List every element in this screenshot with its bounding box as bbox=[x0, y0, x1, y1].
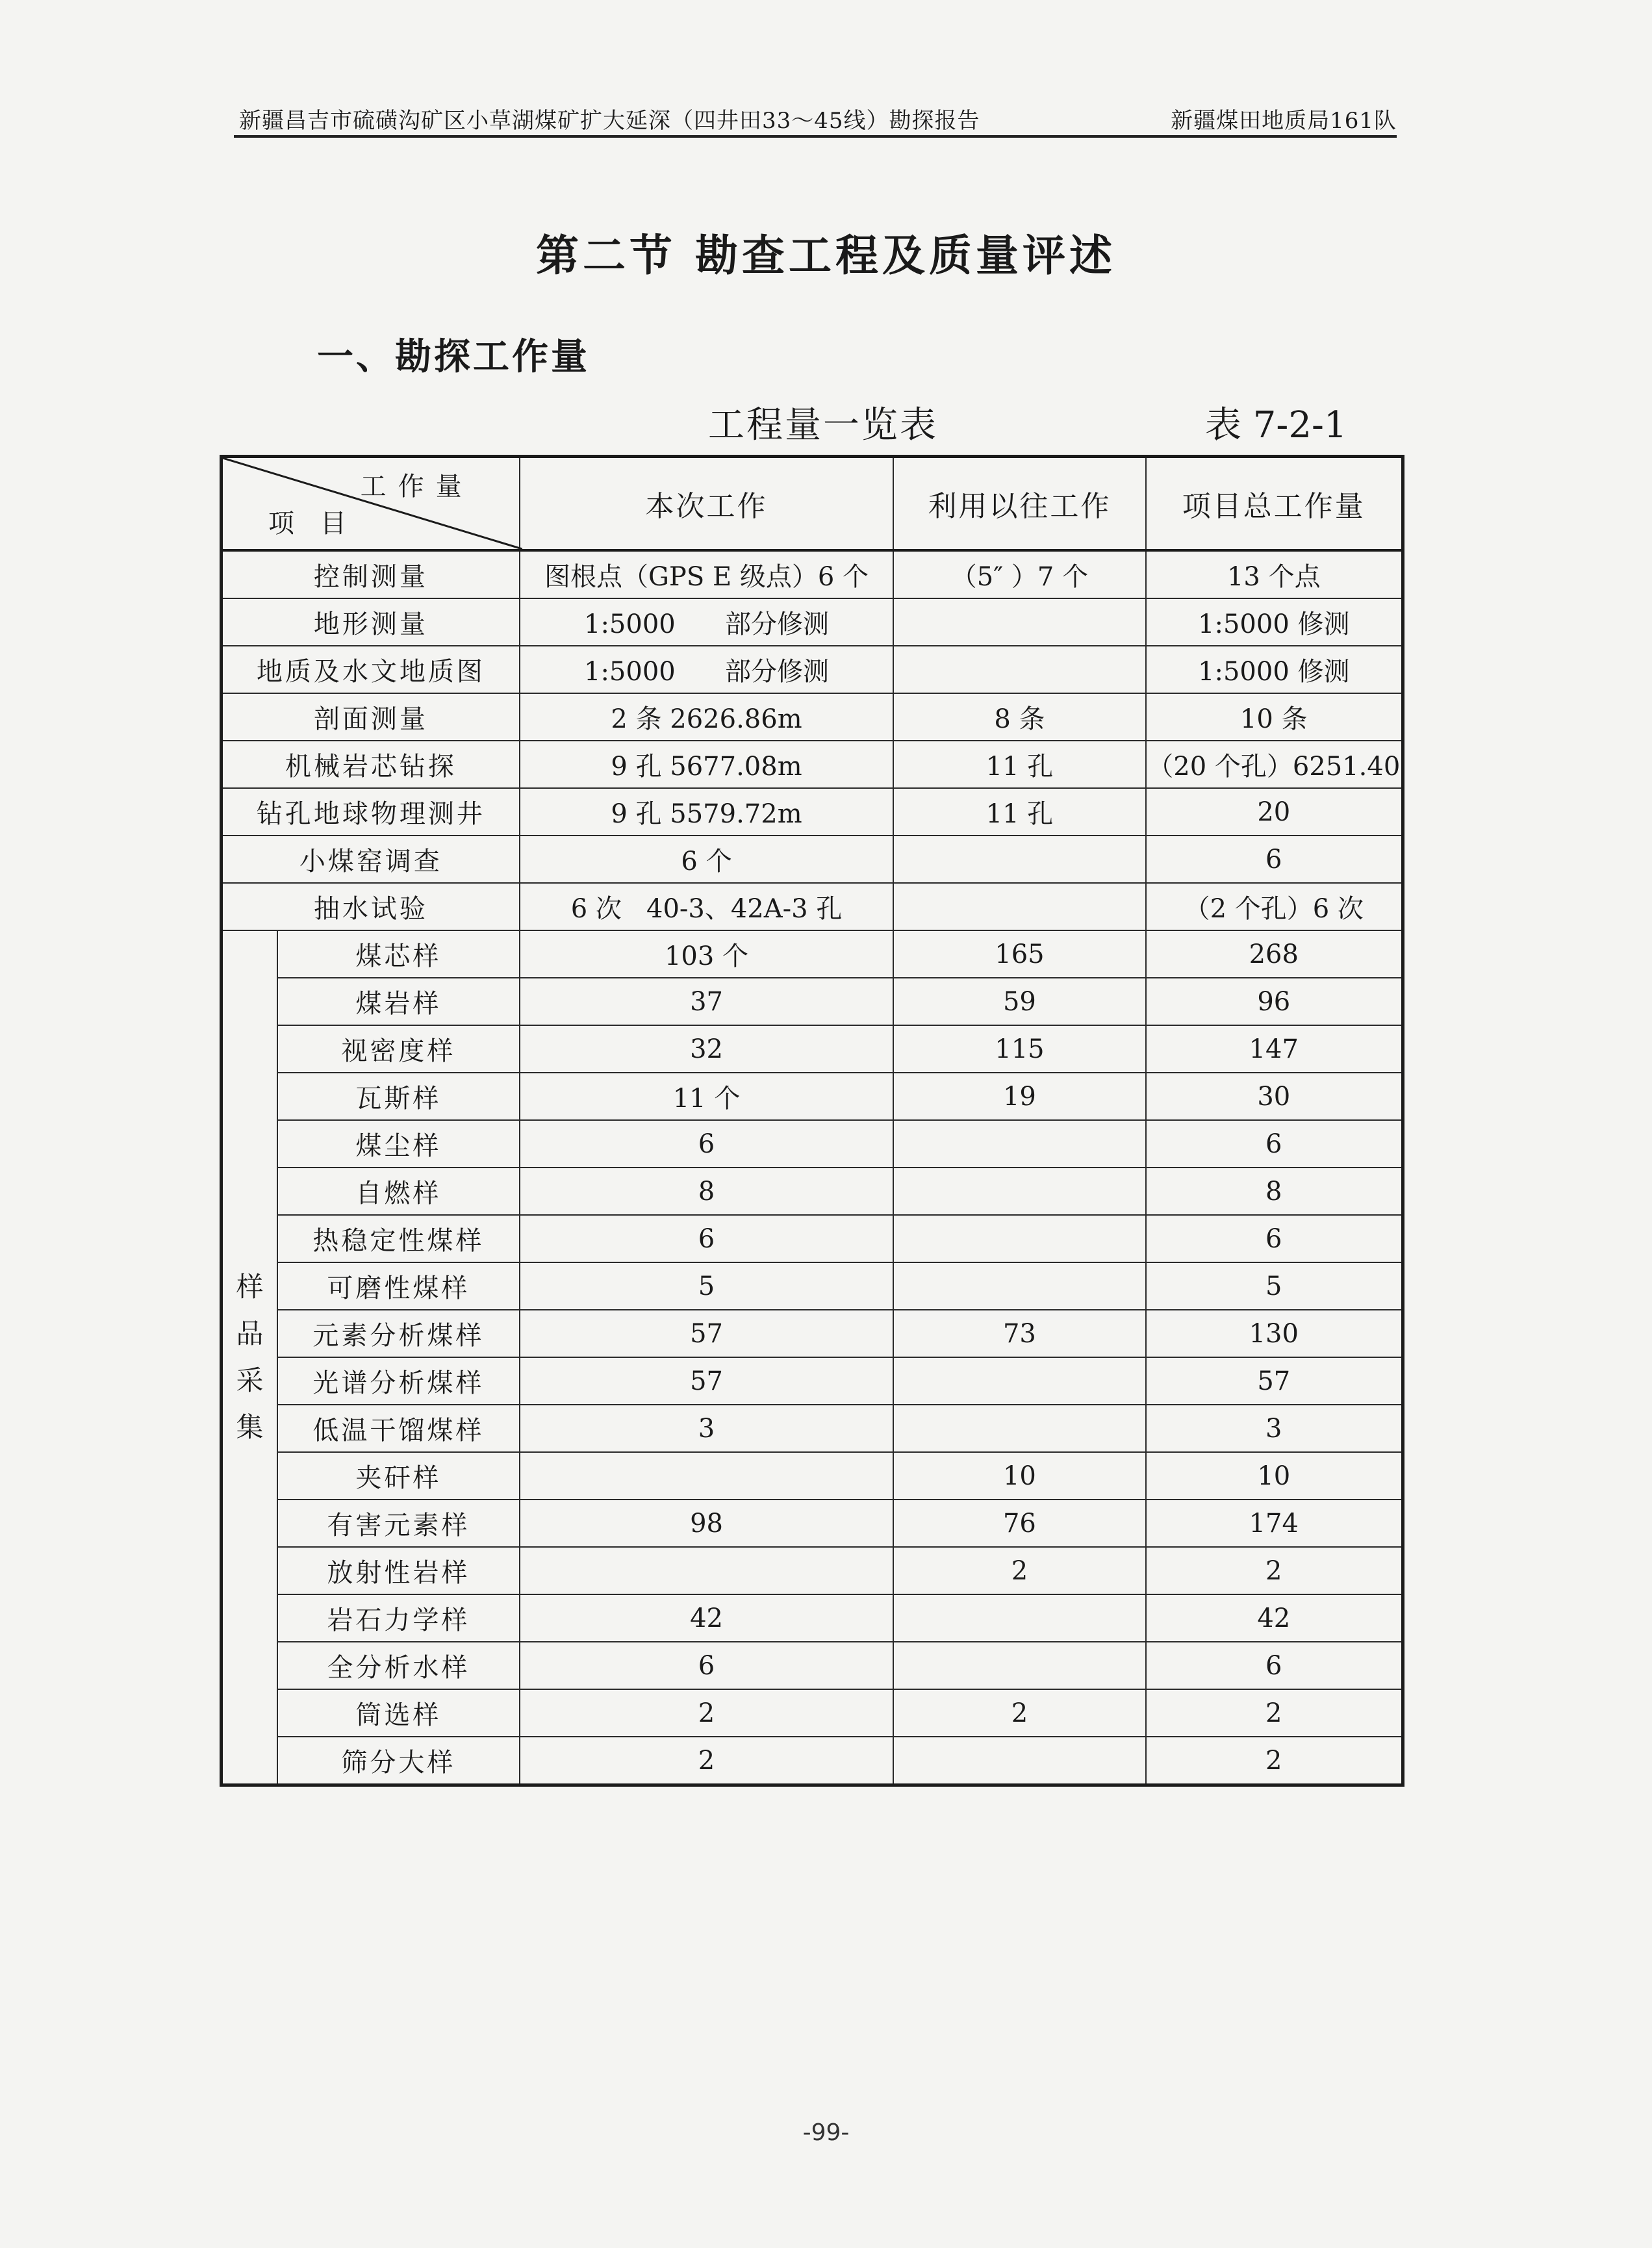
cell-previous bbox=[893, 598, 1145, 646]
table-row bbox=[222, 978, 1403, 1025]
row-item-label: 钻孔地球物理测井 bbox=[222, 788, 520, 836]
cell-current: 6 bbox=[520, 1215, 894, 1262]
cell-previous: （5″ ）7 个 bbox=[893, 550, 1145, 598]
cell-current: 3 bbox=[520, 1405, 894, 1452]
cell-previous: 10 bbox=[893, 1452, 1145, 1500]
header-rule bbox=[234, 135, 1397, 138]
cell-previous: 59 bbox=[893, 978, 1145, 1025]
cell-total: 13 个点 bbox=[1146, 550, 1403, 598]
row-item-label: 抽水试验 bbox=[222, 883, 520, 930]
cell-previous bbox=[893, 1215, 1145, 1262]
cell-current: 11 个 bbox=[520, 1073, 894, 1120]
cell-total: 57 bbox=[1146, 1357, 1403, 1405]
table-row bbox=[222, 1357, 1403, 1405]
cell-total: （20 个孔）6251.40 bbox=[1146, 741, 1403, 788]
cell-previous: 19 bbox=[893, 1073, 1145, 1120]
cell-current: 103 个 bbox=[520, 930, 894, 978]
sample-item-label: 放射性岩样 bbox=[277, 1547, 520, 1594]
cell-previous bbox=[893, 836, 1145, 883]
table-row bbox=[222, 788, 1403, 836]
sample-item-label: 煤岩样 bbox=[277, 978, 520, 1025]
table-row bbox=[222, 930, 1403, 978]
cell-current: 6 bbox=[520, 1120, 894, 1168]
cell-current: 1:5000 部分修测 bbox=[520, 646, 894, 693]
cell-previous: 115 bbox=[893, 1025, 1145, 1073]
cell-previous bbox=[893, 1642, 1145, 1689]
row-item-label: 地形测量 bbox=[222, 598, 520, 646]
table-row bbox=[222, 1452, 1403, 1500]
cell-previous: 11 孔 bbox=[893, 741, 1145, 788]
table-row bbox=[222, 693, 1403, 741]
cell-previous: 2 bbox=[893, 1689, 1145, 1737]
cell-previous bbox=[893, 1737, 1145, 1785]
table-row bbox=[222, 1547, 1403, 1594]
table-row bbox=[222, 1689, 1403, 1737]
cell-current: 2 bbox=[520, 1689, 894, 1737]
row-item-label: 剖面测量 bbox=[222, 693, 520, 741]
cell-current: 5 bbox=[520, 1262, 894, 1310]
cell-current: 57 bbox=[520, 1310, 894, 1357]
sample-item-label: 可磨性煤样 bbox=[277, 1262, 520, 1310]
cell-previous bbox=[893, 646, 1145, 693]
cell-previous bbox=[893, 1168, 1145, 1215]
running-header bbox=[234, 97, 1397, 136]
group-label-char: 品 bbox=[236, 1318, 264, 1349]
cell-current: 图根点（GPS E 级点）6 个 bbox=[520, 550, 894, 598]
table-row bbox=[222, 1500, 1403, 1547]
column-header-previous: 利用以往工作 bbox=[893, 457, 1145, 551]
table-row bbox=[222, 1215, 1403, 1262]
cell-total: 6 bbox=[1146, 1642, 1403, 1689]
cell-previous: 2 bbox=[893, 1547, 1145, 1594]
sample-item-label: 岩石力学样 bbox=[277, 1594, 520, 1642]
cell-current: 9 孔 5677.08m bbox=[520, 741, 894, 788]
sample-item-label: 自燃样 bbox=[277, 1168, 520, 1215]
sample-item-label: 煤尘样 bbox=[277, 1120, 520, 1168]
sample-item-label: 全分析水样 bbox=[277, 1642, 520, 1689]
cell-total: 10 bbox=[1146, 1452, 1403, 1500]
cell-previous bbox=[893, 883, 1145, 930]
table-row bbox=[222, 836, 1403, 883]
row-item-label: 地质及水文地质图 bbox=[222, 646, 520, 693]
cell-previous bbox=[893, 1120, 1145, 1168]
organization-name: 新疆煤田地质局161队 bbox=[1171, 108, 1397, 134]
cell-previous: 165 bbox=[893, 930, 1145, 978]
cell-current: 32 bbox=[520, 1025, 894, 1073]
table-number: 表 7-2-1 bbox=[1205, 404, 1347, 446]
cell-total: 1:5000 修测 bbox=[1146, 646, 1403, 693]
table-row bbox=[222, 646, 1403, 693]
cell-total: 5 bbox=[1146, 1262, 1403, 1310]
group-label-char: 采 bbox=[236, 1364, 264, 1396]
cell-previous: 73 bbox=[893, 1310, 1145, 1357]
cell-total: 268 bbox=[1146, 930, 1403, 978]
cell-total: 2 bbox=[1146, 1547, 1403, 1594]
subsection-title: 一、勘探工作量 bbox=[317, 335, 590, 378]
cell-total: 20 bbox=[1146, 788, 1403, 836]
diagonal-label-workload: 工作量 bbox=[360, 472, 474, 502]
sample-item-label: 夹矸样 bbox=[277, 1452, 520, 1500]
sample-item-label: 瓦斯样 bbox=[277, 1073, 520, 1120]
section-title: 第二节 勘查工程及质量评述 bbox=[536, 230, 1116, 281]
cell-total: 2 bbox=[1146, 1689, 1403, 1737]
sample-item-label: 煤芯样 bbox=[277, 930, 520, 978]
cell-previous: 76 bbox=[893, 1500, 1145, 1547]
page-number: -99- bbox=[802, 2119, 850, 2146]
column-header-total: 项目总工作量 bbox=[1146, 457, 1403, 551]
cell-current bbox=[520, 1547, 894, 1594]
cell-current: 6 bbox=[520, 1642, 894, 1689]
sample-item-label: 筛分大样 bbox=[277, 1737, 520, 1785]
cell-current: 6 个 bbox=[520, 836, 894, 883]
sample-item-label: 热稳定性煤样 bbox=[277, 1215, 520, 1262]
row-item-label: 小煤窑调查 bbox=[222, 836, 520, 883]
row-item-label: 控制测量 bbox=[222, 550, 520, 598]
cell-current: 2 条 2626.86m bbox=[520, 693, 894, 741]
table-row bbox=[222, 1025, 1403, 1073]
table-row bbox=[222, 1310, 1403, 1357]
table-row bbox=[222, 598, 1403, 646]
cell-current: 6 次 40-3、42A-3 孔 bbox=[520, 883, 894, 930]
cell-current bbox=[520, 1452, 894, 1500]
table-row bbox=[222, 883, 1403, 930]
diagonal-label-item: 项目 bbox=[268, 509, 372, 539]
cell-current: 1:5000 部分修测 bbox=[520, 598, 894, 646]
group-label-char: 样 bbox=[236, 1271, 264, 1303]
cell-total: 6 bbox=[1146, 836, 1403, 883]
table-header-row bbox=[222, 457, 1403, 551]
cell-total: （2 个孔）6 次 bbox=[1146, 883, 1403, 930]
sample-item-label: 光谱分析煤样 bbox=[277, 1357, 520, 1405]
report-title: 新疆昌吉市硫磺沟矿区小草湖煤矿扩大延深（四井田33～45线）勘探报告 bbox=[239, 108, 980, 134]
sample-item-label: 元素分析煤样 bbox=[277, 1310, 520, 1357]
cell-current: 37 bbox=[520, 978, 894, 1025]
sample-collection-group-label bbox=[222, 930, 277, 1785]
cell-current: 8 bbox=[520, 1168, 894, 1215]
column-header-current: 本次工作 bbox=[520, 457, 894, 551]
cell-previous bbox=[893, 1357, 1145, 1405]
cell-total: 30 bbox=[1146, 1073, 1403, 1120]
table-row bbox=[222, 1737, 1403, 1785]
cell-total: 42 bbox=[1146, 1594, 1403, 1642]
cell-total: 147 bbox=[1146, 1025, 1403, 1073]
table-row bbox=[222, 1405, 1403, 1452]
cell-total: 2 bbox=[1146, 1737, 1403, 1785]
diagonal-header-cell bbox=[222, 457, 520, 551]
cell-previous: 11 孔 bbox=[893, 788, 1145, 836]
cell-current: 98 bbox=[520, 1500, 894, 1547]
sample-item-label: 视密度样 bbox=[277, 1025, 520, 1073]
group-label-char: 集 bbox=[236, 1411, 264, 1443]
cell-previous bbox=[893, 1262, 1145, 1310]
cell-total: 6 bbox=[1146, 1215, 1403, 1262]
cell-total: 3 bbox=[1146, 1405, 1403, 1452]
cell-total: 6 bbox=[1146, 1120, 1403, 1168]
table-row bbox=[222, 550, 1403, 598]
cell-previous bbox=[893, 1594, 1145, 1642]
cell-total: 130 bbox=[1146, 1310, 1403, 1357]
cell-total: 10 条 bbox=[1146, 693, 1403, 741]
cell-current: 9 孔 5579.72m bbox=[520, 788, 894, 836]
table-caption: 工程量一览表 bbox=[708, 404, 938, 446]
cell-total: 96 bbox=[1146, 978, 1403, 1025]
cell-current: 42 bbox=[520, 1594, 894, 1642]
table-row bbox=[222, 1594, 1403, 1642]
table-row bbox=[222, 741, 1403, 788]
cell-total: 174 bbox=[1146, 1500, 1403, 1547]
sample-item-label: 有害元素样 bbox=[277, 1500, 520, 1547]
sample-item-label: 筒选样 bbox=[277, 1689, 520, 1737]
cell-total: 8 bbox=[1146, 1168, 1403, 1215]
workload-table bbox=[220, 455, 1404, 1787]
sample-item-label: 低温干馏煤样 bbox=[277, 1405, 520, 1452]
table-row bbox=[222, 1642, 1403, 1689]
table-row bbox=[222, 1120, 1403, 1168]
table-row bbox=[222, 1262, 1403, 1310]
cell-current: 57 bbox=[520, 1357, 894, 1405]
cell-total: 1:5000 修测 bbox=[1146, 598, 1403, 646]
table-row bbox=[222, 1073, 1403, 1120]
cell-previous: 8 条 bbox=[893, 693, 1145, 741]
table-row bbox=[222, 1168, 1403, 1215]
cell-current: 2 bbox=[520, 1737, 894, 1785]
cell-previous bbox=[893, 1405, 1145, 1452]
row-item-label: 机械岩芯钻探 bbox=[222, 741, 520, 788]
